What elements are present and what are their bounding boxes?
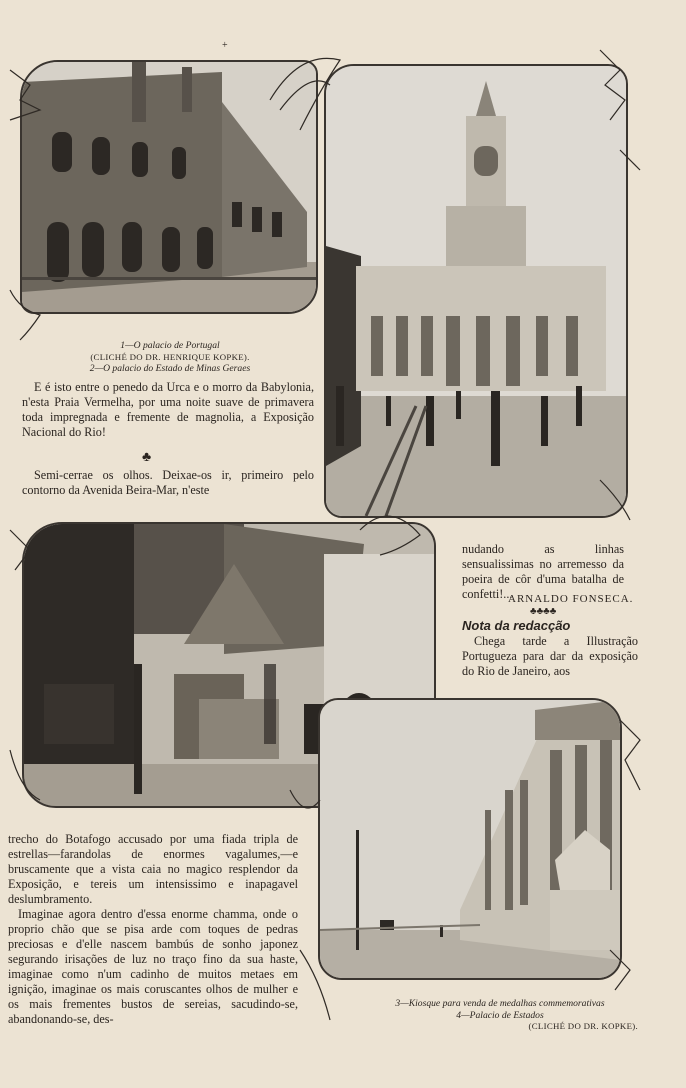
caption-credit-1: (CLICHÉ DO DR. HENRIQUE KOPKE). — [90, 351, 250, 362]
caption-line-3: 3—Kiosque para venda de medalhas commemorativas — [395, 998, 605, 1009]
article-paragraph-1: E é isto entre o penedo da Urca e o morro da Babylonia, n'esta Praia Vermelha, por uma noite suave de primavera toda impregnada e fremente de magnolia, a Exposição Nacional do Rio! — [22, 380, 314, 439]
top-mark-glyph: + — [222, 40, 228, 51]
article-paragraph-2: Semi-cerrae os olhos. Deixae-os ir, primeiro pelo contorno da Avenida Beira-Mar, n'este — [22, 468, 314, 497]
note-title: Nota da redacção — [462, 618, 571, 633]
author-signature: ARNALDO FONSECA. — [508, 593, 634, 605]
note-text-block — [462, 634, 638, 679]
caption-photos-3-4 — [350, 998, 650, 1033]
caption-line-4: 4—Palacio de Estados — [456, 1009, 544, 1021]
note-ornament-glyph: ♣♣♣♣ — [530, 606, 557, 617]
article-text-bottom — [8, 832, 298, 1027]
caption-credit-2: (CLICHÉ DO DR. KOPKE). — [528, 1021, 638, 1031]
article-paragraph-4: Imaginae agora dentro d'essa enorme chamma, onde o proprio chão que se pisa arde com toques de pedras preciosas e d'elle nascem bambús de sonho japonez segurando irisações de luz no traço fino da sua haste, imaginae como n'um cadinho de muitos metaes em ignição, imaginae os mais coruscantes olhos de mulher e os mais frementes bustos de sereias, sacudindo-se, abandonando-se, des- — [8, 907, 298, 1026]
caption-line-2: 2—O palacio do Estado de Minas Geraes — [89, 363, 251, 374]
note-paragraph: Chega tarde a Illustração Portugueza para dar da exposição do Rio de Janeiro, aos — [462, 634, 638, 678]
article-text-top — [22, 380, 314, 440]
article-text-mid — [22, 468, 314, 498]
caption-line-1: 1—O palacio de Portugal — [120, 340, 220, 351]
caption-photos-1-2 — [40, 340, 300, 375]
article-right-paragraph: nudando as linhas sensualissimas no arremesso da poeira de côr d'uma batalha de confetti!... — [462, 542, 624, 601]
club-ornament-glyph: ♣ — [142, 450, 152, 465]
article-paragraph-3: trecho do Botafogo accusado por uma fiada tripla de estrellas—farandolas de enormes vagalumes,—e bruscamente que a vista caia no magico resplendor da Exposição, e tereis um intensissimo e inapagavel deslumbramento. — [8, 832, 298, 906]
